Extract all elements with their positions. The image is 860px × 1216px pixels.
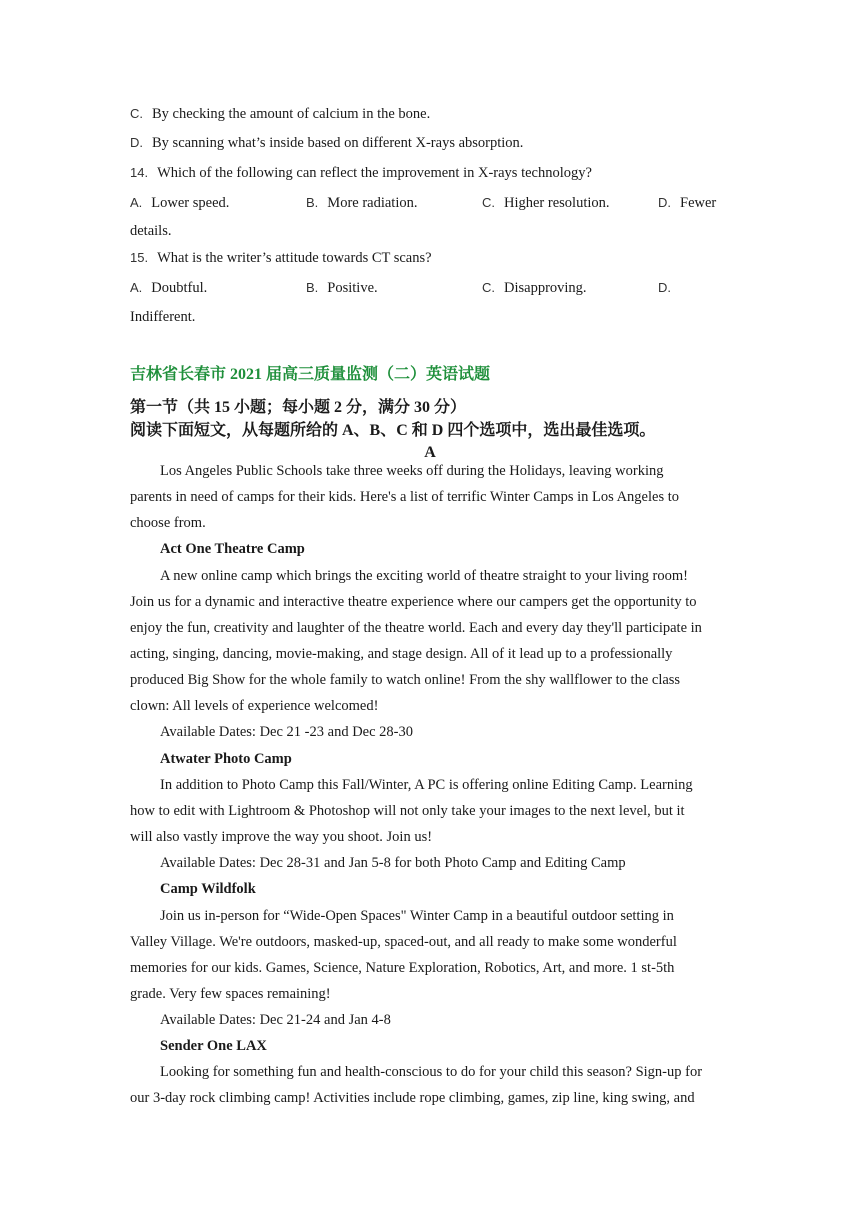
camp-text-line: Valley Village. We're outdoors, masked-up, spaced-out, and all ready to make some wonderful bbox=[130, 934, 677, 950]
camp-dates: Available Dates: Dec 21 -23 and Dec 28-30 bbox=[160, 724, 413, 740]
camp-text-line: enjoy the fun, creativity and laughter of the theatre world. Each and every day they'll participate in bbox=[130, 620, 702, 636]
q14-option-b: B. More radiation. bbox=[306, 195, 418, 211]
camp-text-line: how to edit with Lightroom & Photoshop will not only take your images to the next level, but it bbox=[130, 803, 685, 819]
instruction: 阅读下面短文，从每题所给的 A、B、C 和 D 四个选项中，选出最佳选项。 bbox=[130, 422, 656, 439]
exam-title: 吉林省长春市 2021 届高三质量监测（二）英语试题 bbox=[130, 366, 491, 383]
q15-stem: 15. What is the writer’s attitude towards CT scans? bbox=[130, 250, 432, 266]
section-heading: 第一节（共 15 小题；每小题 2 分，满分 30 分） bbox=[130, 399, 467, 416]
intro-line: parents in need of camps for their kids. Here's a list of terrific Winter Camps in Los Angeles to bbox=[130, 489, 679, 505]
camp-text-line: A new online camp which brings the exciting world of theatre straight to your living room! bbox=[160, 568, 688, 584]
q14-option-a: A. Lower speed. bbox=[130, 195, 230, 211]
q13-option-d: D. By scanning what’s inside based on different X-rays absorption. bbox=[130, 135, 524, 151]
q15-option-c: C. Disapproving. bbox=[482, 280, 587, 296]
q15-option-d-wrap: Indifferent. bbox=[130, 309, 196, 325]
camp-title-act-one: Act One Theatre Camp bbox=[160, 541, 305, 557]
q14-stem: 14. Which of the following can reflect the improvement in X-rays technology? bbox=[130, 165, 592, 181]
camp-text-line: grade. Very few spaces remaining! bbox=[130, 986, 331, 1002]
intro-line: Los Angeles Public Schools take three weeks off during the Holidays, leaving working bbox=[160, 463, 664, 479]
camp-text-line: Looking for something fun and health-conscious to do for your child this season? Sign-up for bbox=[160, 1064, 703, 1080]
camp-title-atwater: Atwater Photo Camp bbox=[160, 751, 292, 767]
camp-text-line: acting, singing, dancing, movie-making, and stage design. All of it lead up to a professionally bbox=[130, 646, 673, 662]
camp-text-line: memories for our kids. Games, Science, Nature Exploration, Robotics, Art, and more. 1 st-5th bbox=[130, 960, 675, 976]
camp-text-line: clown: All levels of experience welcomed! bbox=[130, 698, 379, 714]
q14-option-d-wrap: details. bbox=[130, 223, 172, 239]
camp-text-line: our 3-day rock climbing camp! Activities include rope climbing, games, zip line, king swing, and bbox=[130, 1090, 695, 1106]
camp-dates: Available Dates: Dec 28-31 and Jan 5-8 for both Photo Camp and Editing Camp bbox=[160, 855, 626, 871]
camp-title-sender-one: Sender One LAX bbox=[160, 1038, 267, 1054]
camp-text-line: Join us for a dynamic and interactive theatre experience where our campers get the opportunity to bbox=[130, 594, 697, 610]
q15-option-d: D. bbox=[658, 280, 671, 295]
q15-option-b: B. Positive. bbox=[306, 280, 378, 296]
intro-line: choose from. bbox=[130, 515, 206, 531]
q14-option-d: D. Fewer bbox=[658, 195, 717, 211]
camp-text-line: produced Big Show for the whole family to watch online! From the shy wallflower to the class bbox=[130, 672, 681, 688]
camp-text-line: will also vastly improve the way you shoot. Join us! bbox=[130, 829, 433, 845]
camp-dates: Available Dates: Dec 21-24 and Jan 4-8 bbox=[160, 1012, 391, 1028]
q13-option-c: C. By checking the amount of calcium in the bone. bbox=[130, 106, 431, 122]
q14-option-c: C. Higher resolution. bbox=[482, 195, 610, 211]
q15-option-a: A. Doubtful. bbox=[130, 280, 208, 296]
camp-title-wildfolk: Camp Wildfolk bbox=[160, 881, 256, 897]
passage-letter: A bbox=[424, 444, 436, 461]
camp-text-line: In addition to Photo Camp this Fall/Winter, A PC is offering online Editing Camp. Learning bbox=[160, 777, 693, 793]
camp-text-line: Join us in-person for “Wide-Open Spaces" Winter Camp in a beautiful outdoor setting in bbox=[160, 908, 674, 924]
